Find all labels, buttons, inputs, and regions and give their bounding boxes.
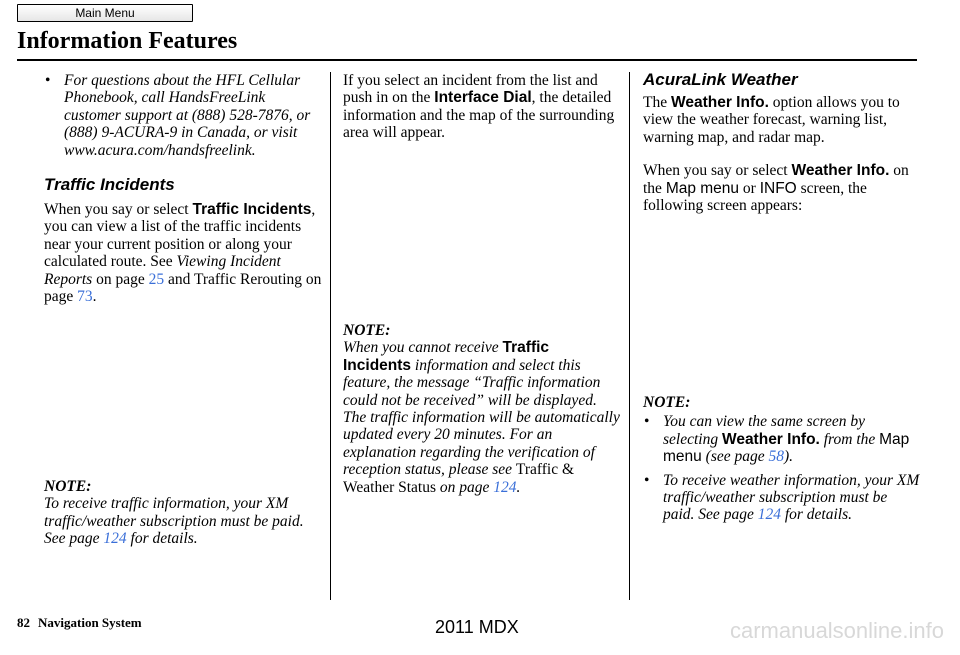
- weather-info-paragraph: The Weather Info. option allows you to view the weather forecast, warning list, warning map, and radar map.: [643, 94, 900, 146]
- page-25-link[interactable]: 25: [148, 270, 165, 288]
- phonebook-bullet: • For questions about the HFL Cellular Phonebook, call HandsFreeLink customer support at (888) 528-7876, or (888) 9-ACURA-9 in Canada, or visit www.acura.com/handsfreelink.: [45, 72, 311, 159]
- title-rule: [17, 59, 917, 61]
- page-number: 82: [17, 615, 30, 630]
- page-58-link[interactable]: 58: [768, 448, 784, 466]
- column-divider: [629, 72, 630, 600]
- column-1: [44, 72, 322, 305]
- page-124-link[interactable]: 124: [493, 478, 517, 496]
- column-3-note: [643, 394, 921, 524]
- page-124-link[interactable]: 124: [757, 506, 781, 524]
- note-label: NOTE:: [44, 478, 92, 495]
- traffic-subscription-note: To receive traffic information, your XM traffic/weather subscription must be paid. See page 124 for details.: [44, 495, 304, 548]
- column-2-note: [343, 322, 621, 496]
- column-2: [343, 72, 621, 142]
- acuralink-weather-heading: AcuraLink Weather: [643, 70, 798, 89]
- traffic-incidents-heading: Traffic Incidents: [44, 175, 175, 195]
- page-title: Information Features: [17, 28, 238, 54]
- weather-note-bullet-2: • To receive weather information, your XM traffic/weather subscription must be paid. See page 124 for details.: [644, 471, 920, 524]
- traffic-reception-note: When you cannot receive Traffic Incidents information and select this feature, the message “Traffic information could not be received” will be displayed. The traffic information will be automatically updated every 20 minutes. For an explanation regarding the verification of reception status, please see Traffic & Weather Status on page 124.: [343, 339, 620, 496]
- page-73-link[interactable]: 73: [77, 288, 93, 306]
- column-3: [643, 70, 921, 214]
- footer-section-title: Navigation System: [38, 615, 142, 630]
- note-label: NOTE:: [343, 322, 391, 339]
- note-label: NOTE:: [643, 394, 691, 411]
- column-1-note: [44, 478, 322, 548]
- page-footer: [17, 615, 142, 631]
- main-menu-button[interactable]: Main Menu: [17, 4, 193, 22]
- traffic-incidents-paragraph: When you say or select Traffic Incidents, you can view a list of the traffic incidents near your current position or along your calculated route. See Viewing Incident Reports on page 25 and Traffic Rerouting on page 73.: [44, 201, 322, 306]
- incident-detail-paragraph: If you select an incident from the list and push in on the Interface Dial, the detailed information and the map of the surrounding area will appear.: [343, 72, 615, 142]
- page-124-link[interactable]: 124: [103, 530, 127, 548]
- column-divider: [330, 72, 331, 600]
- weather-note-bullet-1: • You can view the same screen by selecting Weather Info. from the Map menu (see page 58).: [644, 413, 910, 466]
- phonebook-bullet-text: For questions about the HFL Cellular Phonebook, call HandsFreeLink customer support at (888) 528-7876, or (888) 9-ACURA-9 in Canada, or visit www.acura.com/handsfreelink.: [64, 72, 311, 159]
- weather-screen-paragraph: When you say or select Weather Info. on the Map menu or INFO screen, the following screen appears:: [643, 162, 909, 215]
- model-watermark: 2011 MDX: [435, 617, 519, 637]
- site-watermark: carmanualsonline.info: [729, 618, 944, 643]
